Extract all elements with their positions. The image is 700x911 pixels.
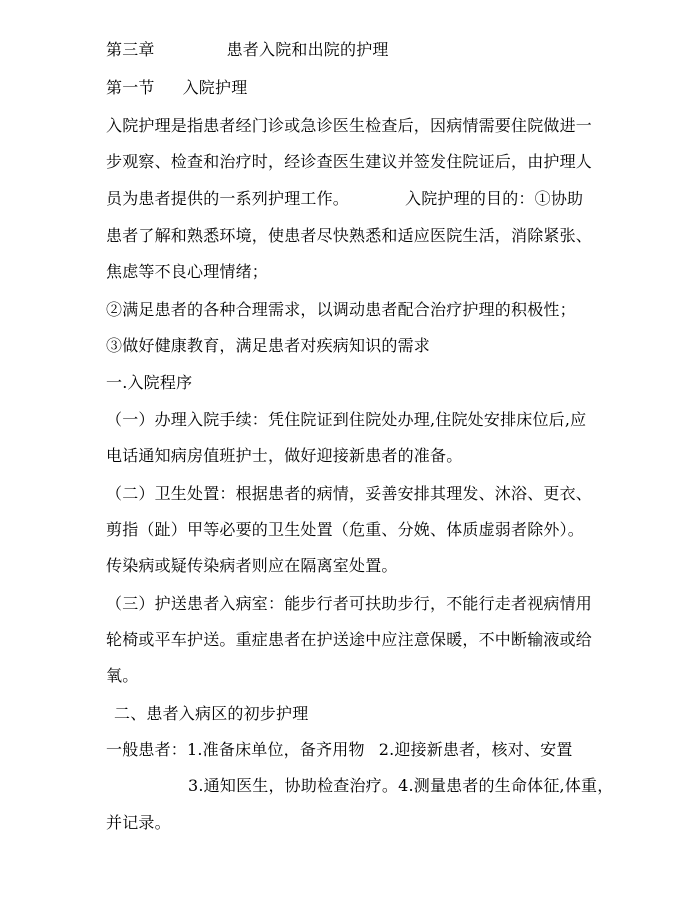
chapter-heading xyxy=(106,40,596,60)
initial-care-item-1: 1.准备床单位，备齐用物 xyxy=(187,740,365,759)
general-patient-label: 一般患者： xyxy=(106,740,188,759)
chapter-label: 第三章 xyxy=(106,40,155,59)
general-patient-line-2 xyxy=(188,776,614,796)
intro-line-3a: 员为患者提供的一系列护理工作。 xyxy=(106,189,350,208)
step1-line-2: 电话通知病房值班护士，做好迎接新患者的准备。 xyxy=(106,446,463,465)
step3-line-1: （三）护送患者入病室：能步行者可扶助步行，不能行走者视病情用 xyxy=(106,594,593,613)
initial-care-item-4: 4.测量患者的生命体征,体重， xyxy=(398,776,614,795)
general-patient-line-3: 并记录。 xyxy=(106,813,171,832)
initial-care-item-2: 2.迎接新患者，核对、安置 xyxy=(378,740,573,759)
intro-line-6: ②满足患者的各种合理需求，以调动患者配合治疗护理的积极性； xyxy=(106,300,576,319)
intro-line-1: 入院护理是指患者经门诊或急诊医生检查后，因病情需要住院做进一 xyxy=(106,116,593,135)
step1-line-1: （一）办理入院手续：凭住院证到住院处办理,住院处安排床位后,应 xyxy=(106,410,587,429)
chapter-title: 患者入院和出院的护理 xyxy=(226,40,389,59)
step2-line-3: 传染病或疑传染病者则应在隔离室处置。 xyxy=(106,556,398,575)
step3-line-3: 氧。 xyxy=(106,666,139,685)
intro-line-5: 焦虑等不良心理情绪； xyxy=(106,262,269,281)
intro-line-7: ③做好健康教育，满足患者对疾病知识的需求 xyxy=(106,336,431,355)
procedure-heading: 一.入院程序 xyxy=(106,373,193,392)
step2-line-2: 剪指（趾）甲等必要的卫生处置（危重、分娩、体质虚弱者除外）。 xyxy=(106,520,585,539)
general-patient-line-1 xyxy=(106,740,596,760)
initial-care-item-3: 3.通知医生，协助检查治疗。 xyxy=(188,776,399,795)
intro-line-4: 患者了解和熟悉环境，使患者尽快熟悉和适应医院生活，消除紧张、 xyxy=(106,226,593,245)
intro-line-2: 步观察、检查和治疗时，经诊查医生建议并签发住院证后，由护理人 xyxy=(106,152,593,171)
intro-line-3 xyxy=(106,189,596,209)
step3-line-2: 轮椅或平车护送。重症患者在护送途中应注意保暖，不中断输液或给 xyxy=(106,630,593,649)
intro-line-3b: 入院护理的目的：①协助 xyxy=(405,189,584,208)
initial-care-heading: 二、患者入病区的初步护理 xyxy=(114,704,309,723)
step2-line-1: （二）卫生处置：根据患者的病情，妥善安排其理发、沐浴、更衣、 xyxy=(106,484,593,503)
section-label: 第一节 xyxy=(106,78,155,97)
section-heading xyxy=(106,78,596,98)
section-title: 入院护理 xyxy=(182,78,248,97)
